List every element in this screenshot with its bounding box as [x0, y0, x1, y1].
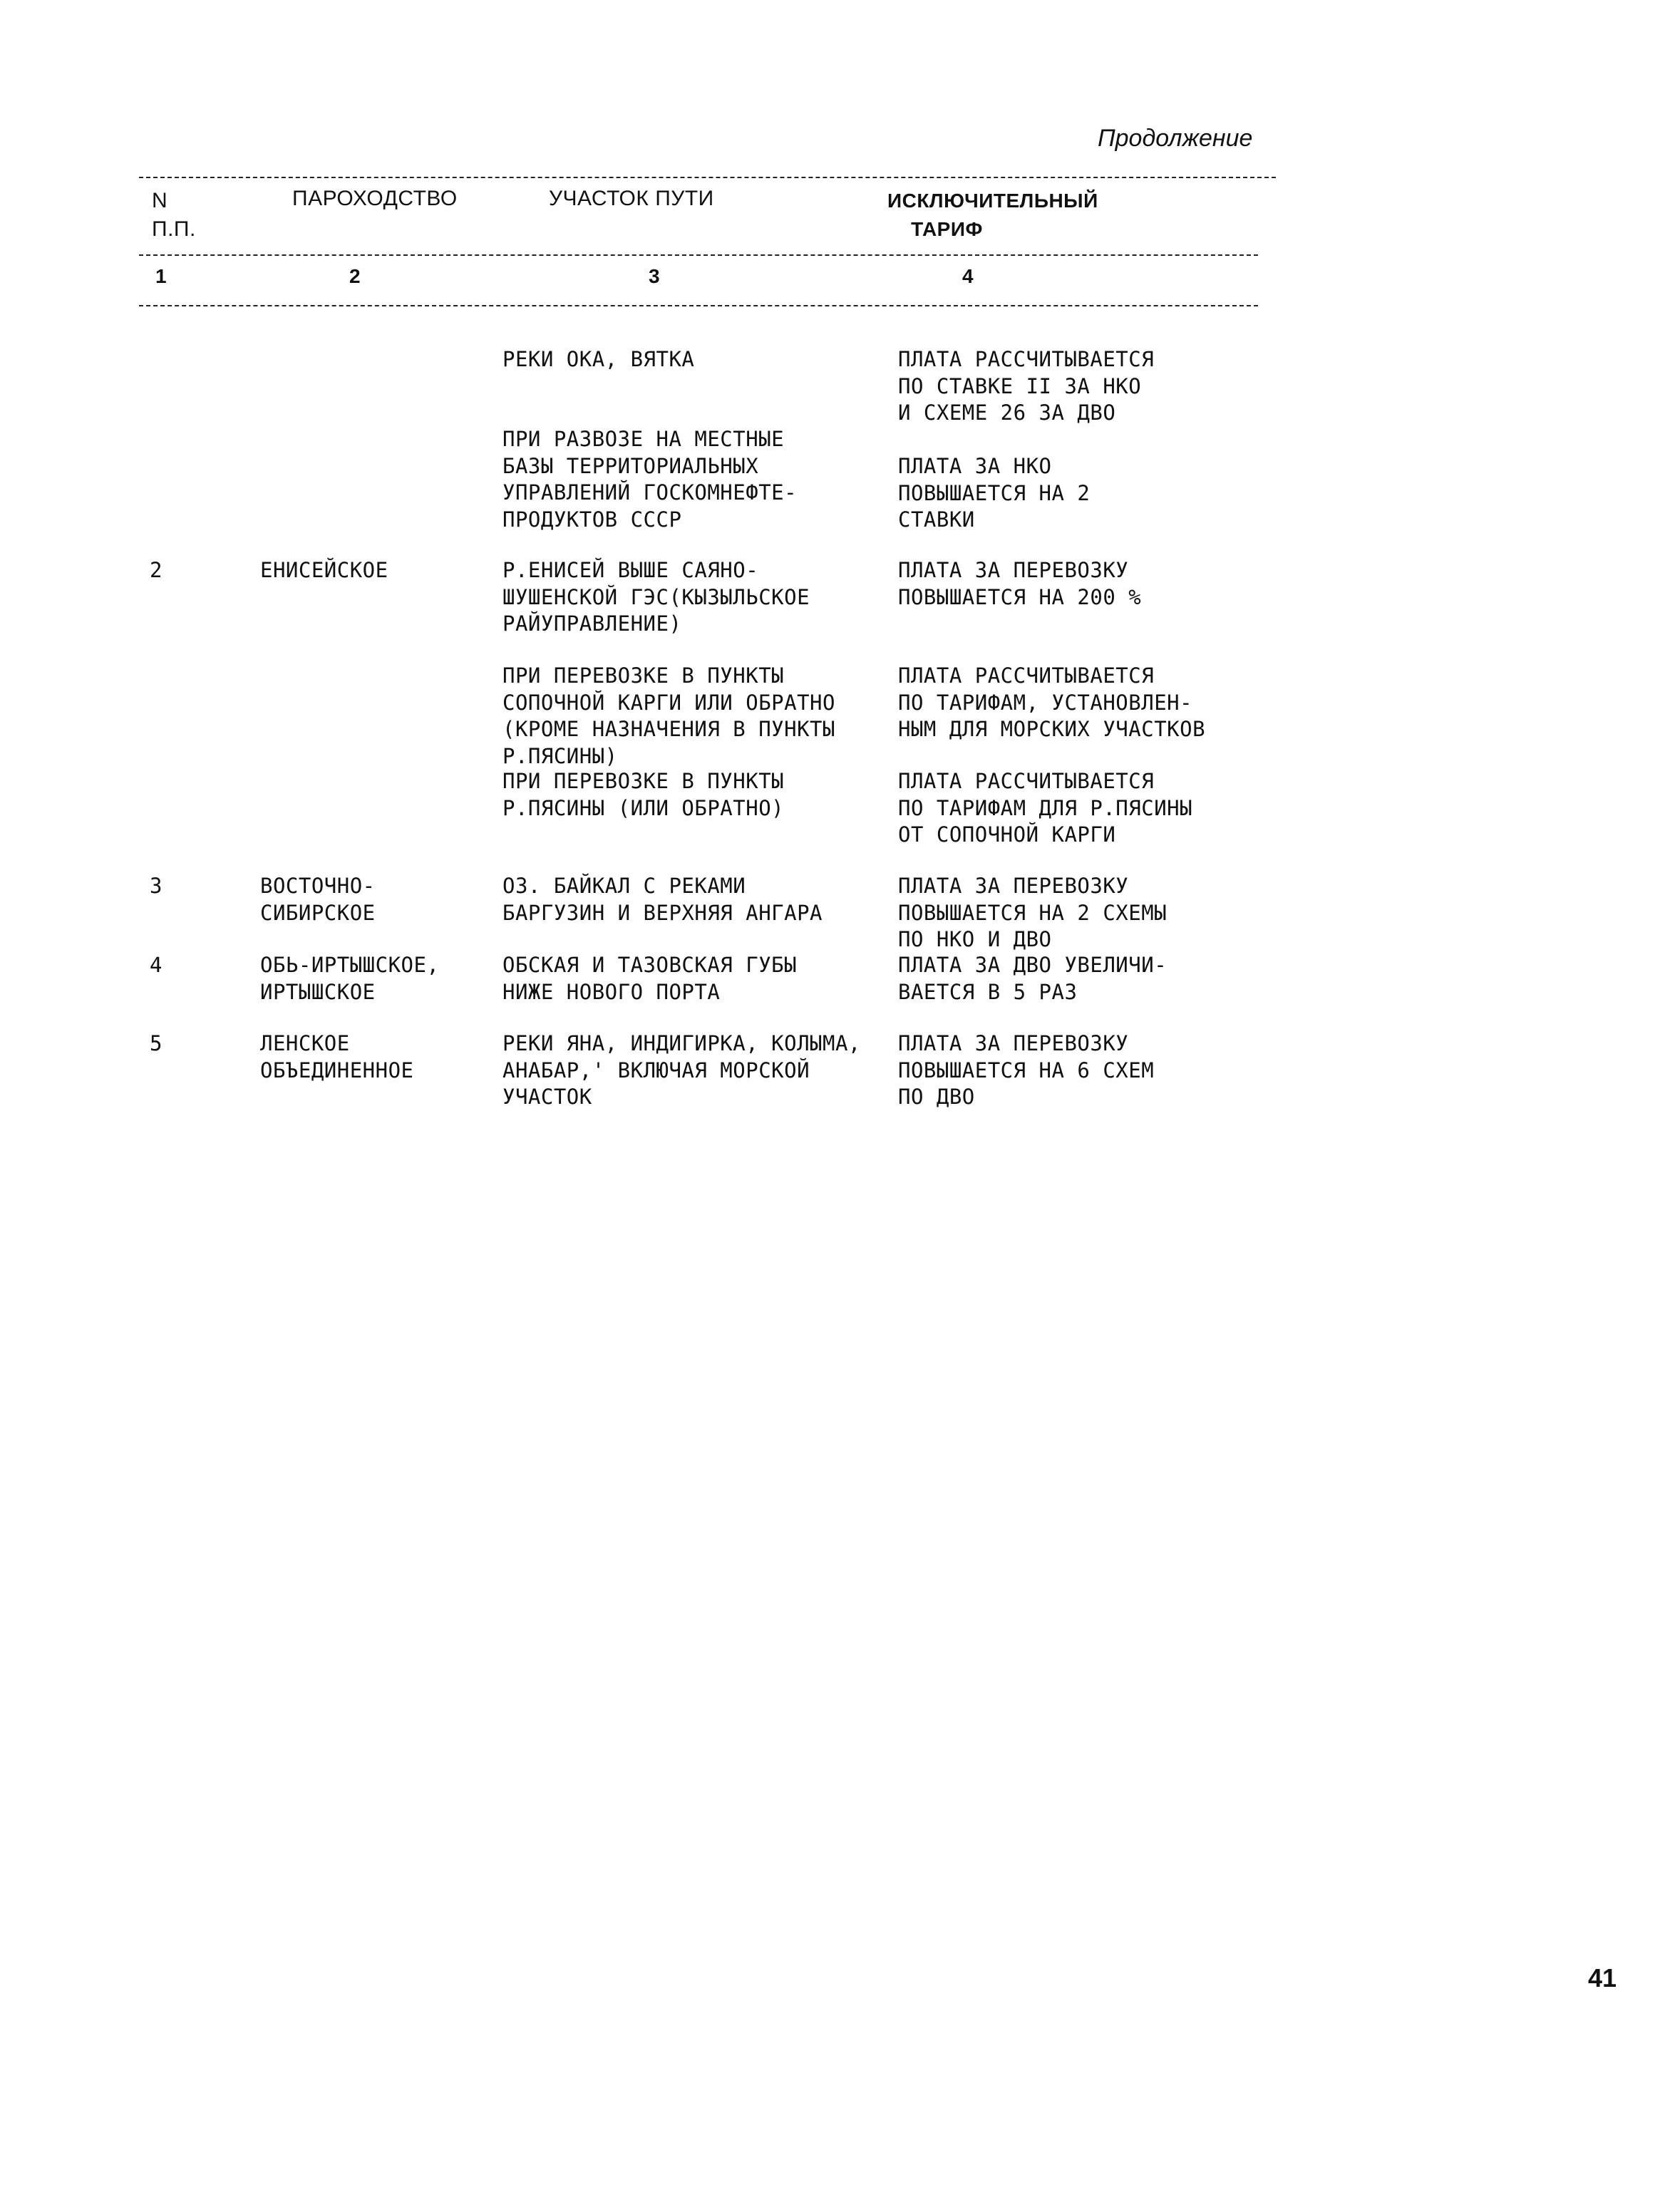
row-section: ОЗ. БАЙКАЛ С РЕКАМИ БАРГУЗИН И ВЕРХНЯЯ АНГАРА [502, 874, 823, 925]
column-number-1: 1 [155, 265, 167, 287]
page-number: 41 [1588, 1963, 1617, 1993]
row-tariff: ПЛАТА ЗА НКО ПОВЫШАЕТСЯ НА 2 СТАВКИ [898, 454, 1091, 532]
column-number-4: 4 [962, 265, 974, 287]
row-section: РЕКИ ЯНА, ИНДИГИРКА, КОЛЫМА, АНАБАР,' ВКЛЮЧАЯ МОРСКОЙ УЧАСТОК [502, 1031, 861, 1109]
header-row-number: N П.П. [152, 189, 196, 241]
table-top-rule [139, 177, 1276, 178]
row-number: 5 [150, 1031, 163, 1055]
row-number: 3 [150, 874, 163, 898]
row-company: ЕНИСЕЙСКОЕ [260, 558, 388, 582]
row-tariff: ПЛАТА РАССЧИТЫВАЕТСЯ ПО ТАРИФАМ, УСТАНОВЛЕН- НЫМ ДЛЯ МОРСКИХ УЧАСТКОВ [898, 663, 1206, 741]
row-section: ОБСКАЯ И ТАЗОВСКАЯ ГУБЫ НИЖЕ НОВОГО ПОРТА [502, 953, 798, 1004]
row-tariff: ПЛАТА ЗА ПЕРЕВОЗКУ ПОВЫШАЕТСЯ НА 2 СХЕМЫ ПО НКО И ДВО [898, 874, 1167, 951]
header-bottom-rule [139, 305, 1258, 306]
row-tariff: ПЛАТА РАССЧИТЫВАЕТСЯ ПО ТАРИФАМ ДЛЯ Р.ПЯСИНЫ ОТ СОПОЧНОЙ КАРГИ [898, 769, 1193, 847]
row-company: ЛЕНСКОЕ ОБЪЕДИНЕННОЕ [260, 1031, 414, 1082]
row-company: ОБЬ-ИРТЫШСКОЕ, ИРТЫШСКОЕ [260, 953, 440, 1004]
continuation-label: Продолжение [1098, 125, 1253, 152]
row-number: 4 [150, 953, 163, 977]
header-exclusive-tariff: ИСКЛЮЧИТЕЛЬНЫЙ ТАРИФ [887, 190, 1098, 240]
row-tariff: ПЛАТА ЗА ПЕРЕВОЗКУ ПОВЫШАЕТСЯ НА 6 СХЕМ ПО ДВО [898, 1031, 1155, 1109]
header-company: ПАРОХОДСТВО [292, 187, 458, 210]
row-tariff: ПЛАТА ЗА ДВО УВЕЛИЧИ- ВАЕТСЯ В 5 РАЗ [898, 953, 1167, 1004]
row-number: 2 [150, 558, 163, 582]
header-route-section: УЧАСТОК ПУТИ [549, 187, 714, 210]
row-section: ПРИ ПЕРЕВОЗКЕ В ПУНКТЫ СОПОЧНОЙ КАРГИ ИЛИ ОБРАТНО (КРОМЕ НАЗНАЧЕНИЯ В ПУНКТЫ Р.ПЯСИНЫ) [502, 663, 835, 768]
row-section: РЕКИ ОКА, ВЯТКА [502, 347, 695, 371]
row-section: Р.ЕНИСЕЙ ВЫШЕ САЯНО- ШУШЕНСКОЙ ГЭС(КЫЗЫЛЬСКОЕ РАЙУПРАВЛЕНИЕ) [502, 558, 810, 636]
row-tariff: ПЛАТА РАССЧИТЫВАЕТСЯ ПО СТАВКЕ II ЗА НКО И СХЕМЕ 26 ЗА ДВО [898, 347, 1155, 425]
row-company: ВОСТОЧНО- СИБИРСКОЕ [260, 874, 376, 925]
row-tariff: ПЛАТА ЗА ПЕРЕВОЗКУ ПОВЫШАЕТСЯ НА 200 % [898, 558, 1142, 609]
column-number-2: 2 [349, 265, 361, 287]
row-section: ПРИ ПЕРЕВОЗКЕ В ПУНКТЫ Р.ПЯСИНЫ (ИЛИ ОБРАТНО) [502, 769, 785, 820]
header-mid-rule [139, 254, 1258, 256]
row-section: ПРИ РАЗВОЗЕ НА МЕСТНЫЕ БАЗЫ ТЕРРИТОРИАЛЬНЫХ УПРАВЛЕНИЙ ГОСКОМНЕФТЕ- ПРОДУКТОВ СССР [502, 427, 798, 532]
column-number-3: 3 [649, 265, 660, 287]
